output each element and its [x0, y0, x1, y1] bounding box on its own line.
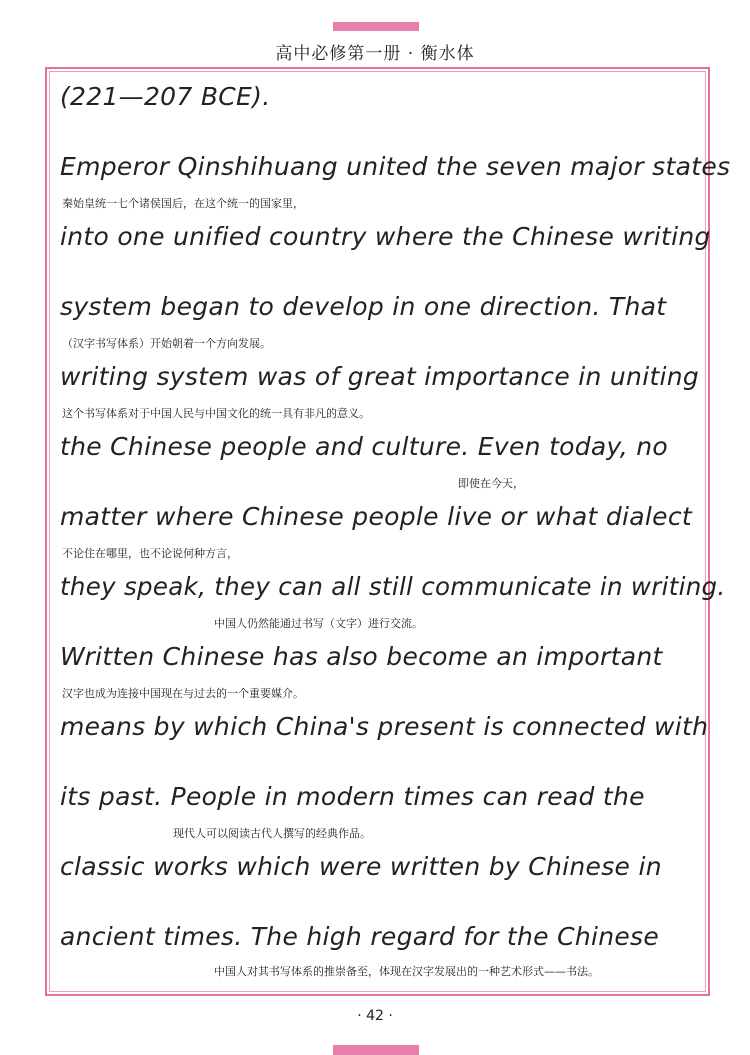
english-line-8: they speak, they can all still communicate in writing.	[60, 572, 726, 601]
english-line-4: system began to develop in one direction. That	[60, 292, 667, 321]
chinese-translation-9: 汉字也成为连接中国现在与过去的一个重要媒介。	[62, 687, 304, 700]
english-line-2: Emperor Qinshihuang united the seven major states	[60, 152, 731, 181]
chinese-translation-5: 这个书写体系对于中国人民与中国文化的统一具有非凡的意义。	[62, 407, 370, 420]
english-line-3: into one unified country where the Chinese writing	[60, 222, 711, 251]
english-line-10: means by which China's present is connected with	[60, 712, 709, 741]
chinese-translation-2: 秦始皇统一七个诸侯国后，在这个统一的国家里，	[62, 197, 304, 210]
english-line-6: the Chinese people and culture. Even today, no	[60, 432, 668, 461]
english-line-5: writing system was of great importance in uniting	[60, 362, 700, 391]
english-line-11: its past. People in modern times can read the	[60, 782, 645, 811]
top-tab-decoration	[333, 22, 419, 31]
bottom-tab-decoration	[333, 1045, 419, 1055]
chinese-translation-4: （汉字书写体系）开始朝着一个方向发展。	[62, 337, 271, 350]
page-number: · 42 ·	[357, 1008, 393, 1024]
english-line-13: ancient times. The high regard for the Chinese	[60, 922, 660, 951]
page-header-title: 高中必修第一册 · 衡水体	[275, 44, 475, 64]
english-line-9: Written Chinese has also become an important	[60, 642, 663, 671]
english-line-12: classic works which were written by Chinese in	[60, 852, 662, 881]
chinese-translation-7: 不论住在哪里，也不论说何种方言，	[62, 547, 238, 560]
chinese-translation-13: 中国人对其书写体系的推崇备至，体现在汉字发展出的一种艺术形式——书法。	[214, 965, 599, 978]
english-line-1: (221—207 BCE).	[60, 82, 271, 111]
english-line-7: matter where Chinese people live or what dialect	[60, 502, 692, 531]
chinese-translation-6: 即使在今天，	[458, 477, 524, 490]
chinese-translation-8: 中国人仍然能通过书写（文字）进行交流。	[214, 617, 423, 630]
chinese-translation-11: 现代人可以阅读古代人撰写的经典作品。	[173, 827, 371, 840]
